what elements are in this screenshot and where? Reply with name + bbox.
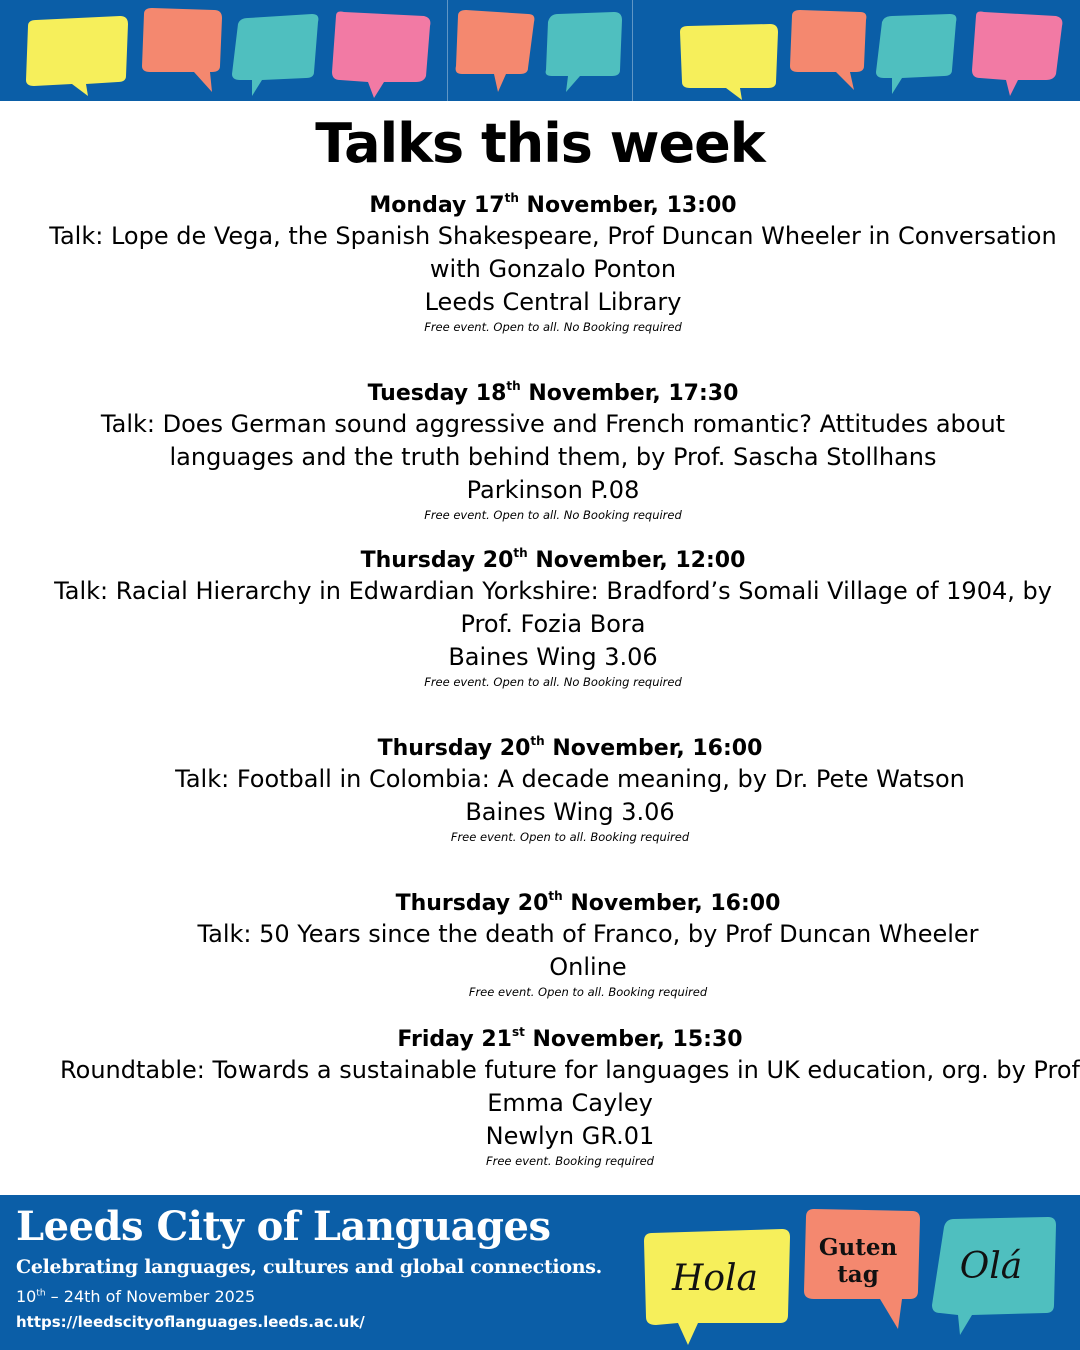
event-date-time: Thursday 20th November, 16:00 bbox=[377, 733, 763, 761]
event-note: Free event. Booking required bbox=[486, 1154, 654, 1168]
speech-bubble-icon bbox=[680, 24, 778, 100]
speech-bubble-icon bbox=[790, 10, 866, 90]
event-note: Free event. Open to all. No Booking required bbox=[424, 508, 682, 522]
event-venue: Online bbox=[549, 953, 627, 981]
event-venue: Baines Wing 3.06 bbox=[465, 798, 675, 826]
event-note: Free event. Open to all. Booking required bbox=[450, 830, 690, 844]
footer-tagline: Celebrating languages, cultures and global connections. bbox=[16, 1256, 602, 1278]
event-note: Free event. Open to all. Booking required bbox=[468, 985, 708, 999]
event-description: Talk: Racial Hierarchy in Edwardian Yorkshire: Bradford’s Somali Village of 1904, by Prof. Fozia Bora bbox=[54, 577, 1052, 638]
event-item bbox=[40, 1026, 1080, 1169]
event-date-time: Tuesday 18th November, 17:30 bbox=[367, 378, 739, 406]
event-description: Talk: Does German sound aggressive and French romantic? Attitudes about languages and the truth behind them, by Prof. Sascha Stollhans bbox=[100, 410, 1006, 471]
event-date-time: Thursday 20th November, 16:00 bbox=[395, 888, 781, 916]
speech-bubble-icon bbox=[972, 12, 1062, 97]
footer-banner bbox=[0, 1195, 1080, 1350]
event-venue: Baines Wing 3.06 bbox=[448, 643, 658, 671]
event-description: Talk: Lope de Vega, the Spanish Shakespeare, Prof Duncan Wheeler in Conversation with Gonzalo Ponton bbox=[49, 222, 1057, 283]
event-description: Talk: 50 Years since the death of Franco, by Prof Duncan Wheeler bbox=[197, 920, 979, 948]
footer-dates: 10th – 24th of November 2025 bbox=[16, 1287, 256, 1306]
page-title: Talks this week bbox=[315, 112, 765, 175]
speech-bubble-icon bbox=[232, 14, 318, 96]
speech-bubble-icon bbox=[142, 8, 222, 92]
hola-bubble-text: Hola bbox=[671, 1258, 759, 1299]
event-date-time: Thursday 20th November, 12:00 bbox=[360, 545, 746, 573]
speech-bubbles-graphic bbox=[0, 0, 1080, 101]
event-note: Free event. Open to all. No Booking required bbox=[424, 675, 682, 689]
speech-bubble-icon bbox=[26, 16, 128, 96]
event-venue: Leeds Central Library bbox=[424, 288, 682, 316]
footer-title: Leeds City of Languages bbox=[16, 1203, 551, 1250]
speech-bubble-icon bbox=[332, 12, 430, 99]
event-venue: Newlyn GR.01 bbox=[485, 1122, 655, 1150]
event-note: Free event. Open to all. No Booking required bbox=[424, 320, 682, 334]
event-date-time: Friday 21st November, 15:30 bbox=[397, 1024, 743, 1052]
speech-bubble-icon bbox=[546, 12, 622, 92]
event-description: Roundtable: Towards a sustainable future for languages in UK education, org. by Prof Emma Cayley bbox=[60, 1056, 1080, 1117]
event-date-time: Monday 17th November, 13:00 bbox=[369, 190, 737, 218]
top-banner bbox=[0, 0, 1080, 101]
ola-bubble-text: Olá bbox=[959, 1246, 1023, 1287]
speech-bubble-icon bbox=[456, 10, 535, 92]
event-venue: Parkinson P.08 bbox=[466, 476, 640, 504]
event-item bbox=[20, 380, 1080, 523]
event-item bbox=[20, 192, 1080, 335]
event-item bbox=[70, 735, 1070, 845]
guten-tag-bubble-text: Guten tag bbox=[818, 1234, 898, 1288]
footer-url-link[interactable]: https://leedscityoflanguages.leeds.ac.uk/ bbox=[16, 1313, 365, 1331]
speech-bubble-icon bbox=[876, 14, 956, 94]
event-item bbox=[10, 547, 1080, 690]
event-item bbox=[88, 890, 1080, 1000]
event-description: Talk: Football in Colombia: A decade meaning, by Dr. Pete Watson bbox=[175, 765, 965, 793]
